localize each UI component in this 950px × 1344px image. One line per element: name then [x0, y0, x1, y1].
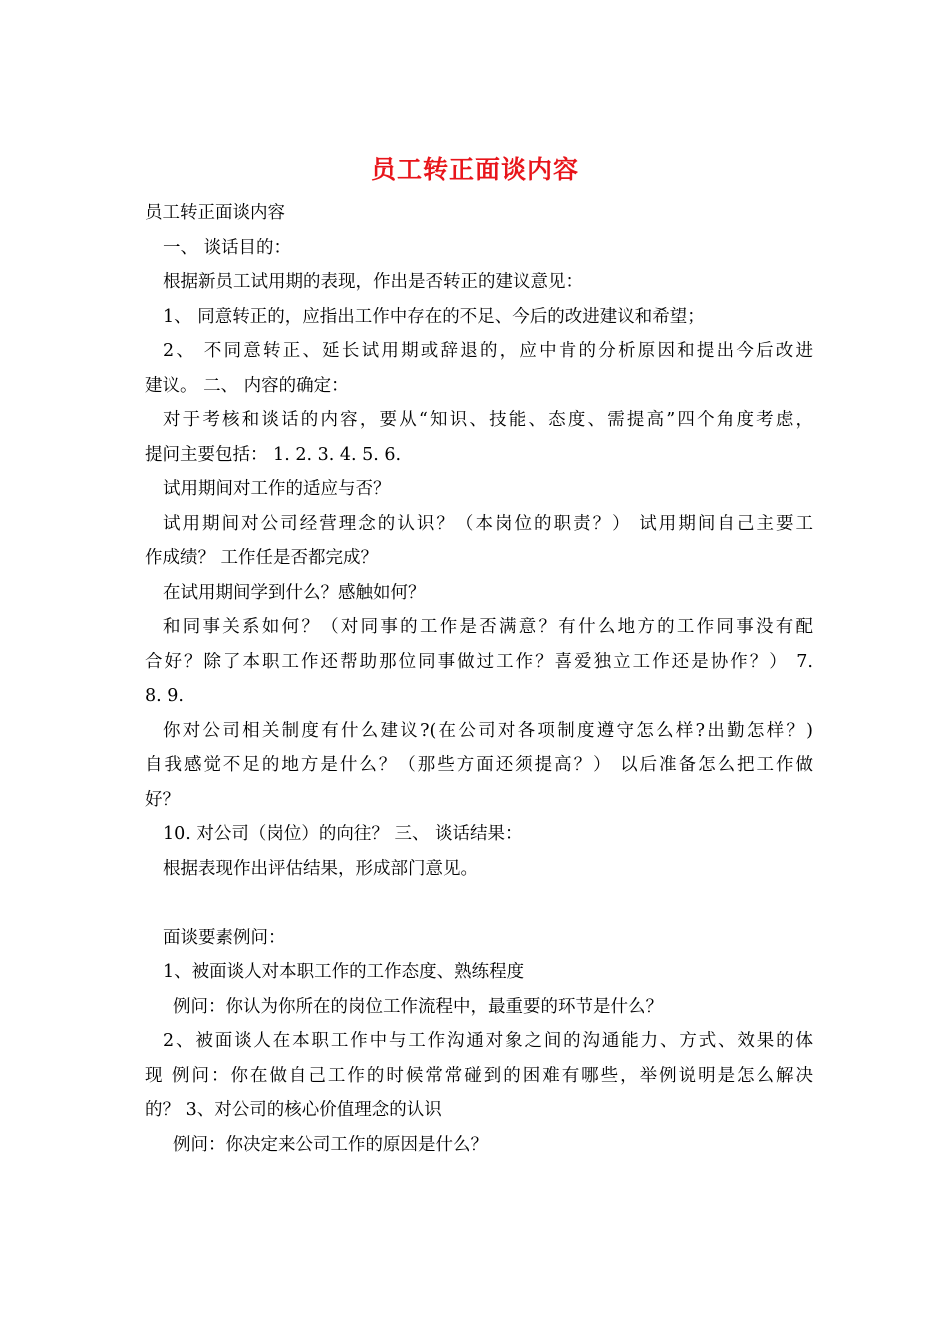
body-line: 根据表现作出评估结果，形成部门意见。 — [163, 858, 478, 879]
body-line: 8. 9. — [145, 686, 184, 706]
example-question: 例问：你认为你所在的岗位工作流程中，最重要的环节是什么？ — [173, 996, 663, 1017]
body-line: 合好？除了本职工作还帮助那位同事做过工作？喜爱独立工作还是协作？） 7. — [145, 651, 813, 672]
blank-line — [145, 886, 813, 921]
body-line: 现 例问：你在做自己工作的时候常常碰到的困难有哪些，举例说明是怎么解决 — [145, 1065, 813, 1086]
example-question: 例问：你决定来公司工作的原因是什么？ — [173, 1134, 488, 1155]
body-line: 面谈要素例问： — [163, 927, 286, 948]
body-line-heading: 员工转正面谈内容 — [145, 203, 285, 223]
body-line: 好？ — [145, 789, 180, 810]
body-line: 对于考核和谈话的内容，要从“知识、技能、态度、需提高”四个角度考虑， — [163, 410, 813, 430]
list-item: 1、被面谈人对本职工作的工作态度、熟练程度 — [163, 962, 525, 982]
body-line: 在试用期间学到什么？感触如何？ — [163, 582, 426, 603]
body-line: 试用期间对工作的适应与否？ — [163, 479, 391, 499]
list-item: 2、 不同意转正、延长试用期或辞退的，应中肯的分析原因和提出今后改进 — [163, 341, 813, 361]
document-body — [145, 196, 813, 1162]
body-line: 你对公司相关制度有什么建议?(在公司对各项制度遵守怎么样?出勤怎样？) — [163, 720, 813, 741]
body-line: 根据新员工试用期的表现，作出是否转正的建议意见： — [163, 272, 583, 292]
body-line: 试用期间对公司经营理念的认识？（本岗位的职责？） 试用期间自己主要工 — [163, 513, 813, 534]
body-line: 自我感觉不足的地方是什么？（那些方面还须提高？） 以后准备怎么把工作做 — [145, 755, 813, 775]
document-title: 员工转正面谈内容 — [370, 155, 579, 184]
list-item: 2、被面谈人在本职工作中与工作沟通对象之间的沟通能力、方式、效果的体 — [163, 1031, 813, 1051]
section-one-heading: 一、 谈话目的： — [163, 237, 292, 258]
body-line: 和同事关系如何？（对同事的工作是否满意？有什么地方的工作同事没有配 — [163, 617, 813, 637]
body-line: 的？ 3、对公司的核心价值理念的认识 — [145, 1100, 442, 1120]
body-line: 建议。 二、 内容的确定： — [145, 375, 349, 396]
list-item: 1、 同意转正的，应指出工作中存在的不足、今后的改进建议和希望； — [163, 306, 705, 327]
body-line: 作成绩？ 工作任是否都完成？ — [145, 548, 379, 568]
body-line: 提问主要包括： 1. 2. 3. 4. 5. 6. — [145, 444, 402, 465]
body-line: 10. 对公司（岗位）的向往？ 三、 谈话结果： — [163, 824, 523, 844]
